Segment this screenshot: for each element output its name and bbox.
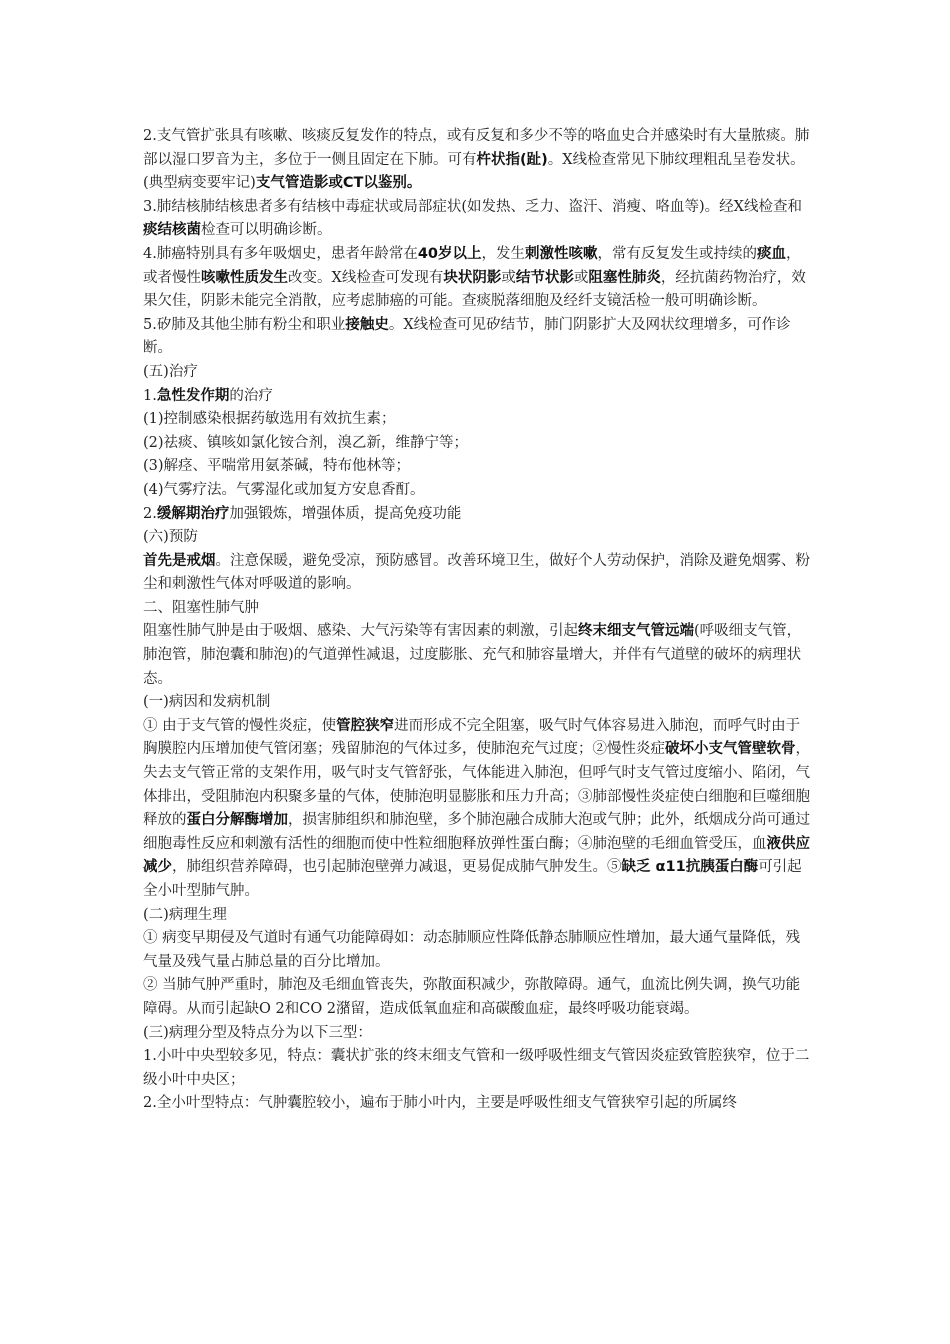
paragraph xyxy=(143,904,813,928)
paragraph xyxy=(143,550,813,597)
text-run: 2.支气管扩张具有咳嗽、咳痰反复发作的特点，或有反复和多少不等的咯血史合并感染时有大量脓痰。肺部以湿口罗音为主，多位于一侧且固定在下肺。可有 xyxy=(143,128,810,168)
text-run: (六)预防 xyxy=(143,529,198,546)
text-run: 阻塞性肺气肿是由于吸烟、感染、大气污染等有害因素的刺激，引起 xyxy=(143,623,578,640)
bold-text: 块状阴影 xyxy=(443,269,502,286)
document-body xyxy=(143,125,813,1116)
text-run: ，肺组织营养障碍，也引起肺泡壁弹力减退，更易促成肺气肿发生。⑤ xyxy=(172,859,622,876)
text-run: 4.肺癌特别具有多年吸烟史，患者年龄常在 xyxy=(143,245,418,262)
text-run: 或 xyxy=(501,269,516,286)
text-run: (4)气雾疗法。气雾湿化或加复方安息香酊。 xyxy=(143,481,425,498)
text-run: 。X线检查常见下肺纹理粗乱呈卷发状。(典型病变要牢记) xyxy=(143,151,805,192)
text-run: ① 病变早期侵及气道时有通气功能障碍如：动态肺顺应性降低静态肺顺应性增加，最大通气量降低，残气量及残气量占肺总量的百分比增加。 xyxy=(143,930,801,970)
bold-text: 管腔狭窄 xyxy=(336,717,395,734)
text-run: 改变。X线检查可发现有 xyxy=(288,269,444,286)
text-run: 二、阻塞性肺气肿 xyxy=(143,599,259,616)
bold-text: 痰血 xyxy=(757,245,787,262)
bold-text: 缓解期治疗 xyxy=(156,505,230,522)
text-run: (二)病理生理 xyxy=(143,906,227,923)
bold-text: 40岁以上 xyxy=(417,245,482,262)
paragraph xyxy=(143,196,813,243)
text-run: 。X线检查可见矽结节，肺门阴影扩大及网状纹理增多，可作诊断。 xyxy=(143,316,791,357)
paragraph xyxy=(143,974,813,1021)
text-run: 2.全小叶型特点：气肿囊腔较小，遍布于肺小叶内，主要是呼吸性细支气管狭窄引起的所属终 xyxy=(143,1095,737,1112)
paragraph xyxy=(143,1045,813,1092)
bold-text: 痰结核菌 xyxy=(143,222,201,239)
text-run: 5.矽肺及其他尘肺有粉尘和职业 xyxy=(143,316,346,333)
text-run: ，失去支气管正常的支架作用，吸气时支气管舒张，气体能进入肺泡，但呼气时支气管过度缩小、陷闭，气体排出，受阻肺泡内积聚多量的气体，使肺泡明显膨胀和压力升高；③肺部慢性炎症使白细胞和巨噬细胞释放的 xyxy=(143,741,810,829)
paragraph xyxy=(143,1022,813,1046)
bold-text: 急性发作期 xyxy=(156,387,230,404)
text-run: (1)控制感染根据药敏选用有效抗生素； xyxy=(143,411,396,428)
text-run: (呼吸细支气管，肺泡管，肺泡囊和肺泡)的气道弹性减退，过度膨胀、充气和肺容量增大，并伴有气道壁的破坏的病理状态。 xyxy=(143,623,802,687)
paragraph xyxy=(143,927,813,974)
text-run: (一)病因和发病机制 xyxy=(143,694,271,711)
paragraph xyxy=(143,691,813,715)
text-run: ② 当肺气肿严重时，肺泡及毛细血管丧失，弥散面积减少，弥散障碍。通气，血流比例失调，换气功能障碍。从而引起缺O 2和CO 2潴留，造成低氧血症和高碳酸血症，最终呼吸功能衰竭。 xyxy=(143,977,801,1017)
paragraph xyxy=(143,526,813,550)
bold-text: 首先是戒烟 xyxy=(143,552,216,569)
text-run: 3.肺结核肺结核患者多有结核中毒症状或局部症状(如发热、乏力、盗汗、消瘦、咯血等)。经X线检查和 xyxy=(143,198,802,215)
paragraph xyxy=(143,243,813,314)
bold-text: 杵状指(趾) xyxy=(476,151,548,168)
paragraph xyxy=(143,503,813,527)
paragraph xyxy=(143,385,813,409)
text-run: 加强锻炼，增强体质，提高免疫功能 xyxy=(229,505,462,522)
text-run: ，发生 xyxy=(481,245,526,262)
text-run: (三)病理分型及特点分为以下三型： xyxy=(143,1024,372,1041)
bold-text: 终末细支气管远端 xyxy=(578,623,694,640)
paragraph xyxy=(143,1092,813,1116)
text-run: 进而形成不完全阻塞，吸气时气体容易进入肺泡，而呼气时由于胸膜腔内压增加使气管闭塞；残留肺泡的气体过多，使肺泡充气过度；②慢性炎症 xyxy=(143,717,801,758)
text-run: ，损害肺组织和肺泡壁，多个肺泡融合成肺大泡或气肿；此外，纸烟成分尚可通过细胞毒性反应和刺激有活性的细胞而使中性粒细胞释放弹性蛋白酶；④肺泡壁的毛细血管受压，血 xyxy=(143,812,810,852)
text-run: 检查可以明确诊断。 xyxy=(201,222,332,239)
paragraph xyxy=(143,715,813,904)
text-run: 1. xyxy=(143,387,157,404)
text-run: ，经抗菌药物治疗，效果欠佳，阴影未能完全消散，应考虑肺癌的可能。查痰脱落细胞及经纤支镜活检一般可明确诊断。 xyxy=(143,269,806,310)
text-run: 的治疗 xyxy=(229,387,273,404)
text-run: 1.小叶中央型较多见，特点：囊状扩张的终末细支气管和一级呼吸性细支气管因炎症致管腔狭窄，位于二级小叶中央区； xyxy=(143,1048,810,1088)
bold-text: 破坏小支气管壁软骨 xyxy=(665,741,796,758)
text-run: ，或者慢性 xyxy=(143,245,801,286)
text-run: ① 由于支气管的慢性炎症，使 xyxy=(143,717,337,734)
bold-text: 结节状影 xyxy=(515,269,574,286)
text-run: 或 xyxy=(573,269,589,286)
bold-text: 刺激性咳嗽 xyxy=(525,245,598,262)
bold-text: 接触史 xyxy=(345,316,389,333)
bold-text: 蛋白分解酶增加 xyxy=(186,812,288,829)
bold-text: 咳嗽性质发生 xyxy=(201,269,288,286)
bold-text: 阻塞性肺炎 xyxy=(588,269,661,286)
bold-text: 缺乏 α11抗胰蛋白酶 xyxy=(621,859,759,876)
text-run: (3)解痉、平喘常用氨茶碱，特布他林等； xyxy=(143,458,411,475)
text-run: 可引起全小叶型肺气肿。 xyxy=(143,859,802,899)
text-run: 。注意保暖，避免受凉，预防感冒。改善环境卫生，做好个人劳动保护，消除及避免烟雾、粉尘和刺激性气体对呼吸道的影响。 xyxy=(143,552,810,593)
text-run: (五)治疗 xyxy=(143,363,198,380)
bold-text: 液供应减少 xyxy=(143,835,810,876)
paragraph xyxy=(143,597,813,621)
paragraph xyxy=(143,479,813,503)
bold-text: 支气管造影或CT以鉴别。 xyxy=(255,175,422,192)
paragraph xyxy=(143,455,813,479)
text-run: ，常有反复发生或持续的 xyxy=(597,245,758,262)
paragraph xyxy=(143,408,813,432)
text-run: (2)祛痰、镇咳如氯化铵合剂，溴乙新，维静宁等； xyxy=(143,434,469,451)
paragraph xyxy=(143,314,813,361)
paragraph xyxy=(143,432,813,456)
paragraph xyxy=(143,620,813,691)
paragraph xyxy=(143,125,813,196)
text-run: 2. xyxy=(143,505,157,522)
paragraph xyxy=(143,361,813,385)
